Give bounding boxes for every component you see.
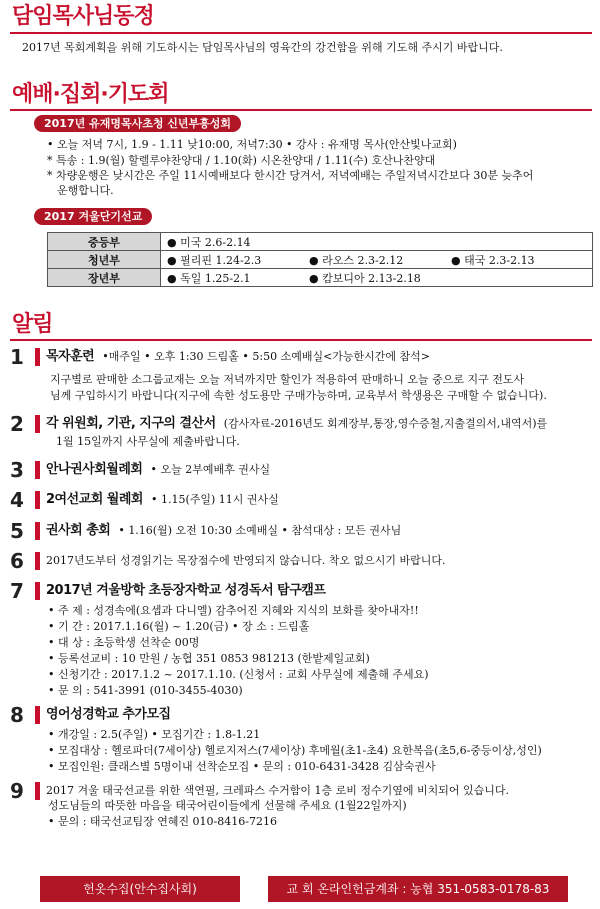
notice-marker (35, 706, 40, 724)
notice-marker (35, 782, 40, 800)
notice-marker (35, 348, 40, 366)
notice-marker (35, 552, 40, 570)
revival-line: * 특송 : 1.9(월) 할렐루야찬양대 / 1.10(화) 시온찬양대 / 1.11(수) 호산나찬양대 (47, 154, 436, 167)
notice-heading: 권사회 총회 • 1.16(월) 오전 10:30 소예배실 • 참석대상 : 모든 권사님 (46, 523, 402, 538)
mission-cell: ● 캄보디아 2.13-2.18 (303, 269, 593, 287)
notice-body: • 기 간 : 2017.1.16(월) ~ 1.20(금) • 장 소 : 드림홀 (48, 620, 310, 633)
notice-marker (35, 491, 40, 509)
table-row (48, 233, 593, 251)
notice-number: 9 (10, 779, 24, 803)
notice-body: 1월 15일까지 사무실에 제출바랍니다. (56, 435, 240, 448)
notice-marker (35, 415, 40, 433)
used-clothes-banner: 헌옷수집(안수집사회) (40, 876, 240, 902)
notice-body: • 모집대상 : 헬로파더(7세이상) 헬로지저스(7세이상) 후메월(초1-초4) 요한복음(초5,6-중등이상,성인) (48, 744, 542, 757)
revival-line: * 차량운행은 낮시간은 주일 11시예배보다 한시간 당겨서, 저녁예배는 주일저녁시간보다 30분 늦추어 (47, 169, 534, 182)
notice-body: 지구별로 판매한 소그룹교재는 오늘 저녁까지만 할인가 적용하여 판매하니 오늘 중으로 지구 전도사 (50, 373, 525, 386)
mission-cell: ● 태국 2.3-2.13 (445, 251, 593, 269)
notice-number: 7 (10, 579, 24, 603)
mission-cell: ● 라오스 2.3-2.12 (303, 251, 445, 269)
notice-body: • 대 상 : 초등학생 선착순 00명 (48, 636, 200, 649)
table-row (48, 251, 593, 269)
notice-body: • 주 제 : 성경속에(요셉과 다니엘) 감추어진 지혜와 지식의 보화를 찾아내자!! (48, 604, 419, 617)
mission-cell: ● 미국 2.6-2.14 (161, 233, 593, 251)
notice-marker (35, 461, 40, 479)
notice-body: • 개강일 : 2.5(주일) • 모집기간 : 1.8-1.21 (48, 728, 261, 741)
notice-marker (35, 522, 40, 540)
notice-number: 5 (10, 519, 24, 543)
notice-heading: 영어성경학교 추가모집 (46, 707, 171, 722)
notice-heading: 안나권사회월례회 • 오늘 2부예배후 권사실 (46, 462, 271, 477)
notice-number: 6 (10, 549, 24, 573)
group-cell: 장년부 (48, 269, 161, 287)
winter-mission-table (47, 232, 593, 287)
notice-heading: 2017년도부터 성경읽기는 목장점수에 반영되지 않습니다. 착오 없으시기 바랍니다. (46, 554, 446, 567)
notice-body: • 문의 : 태국선교팀장 연혜진 010-8416-7216 (48, 815, 277, 828)
notice-body: • 신청기간 : 2017.1.2 ~ 2017.1.10. (신청서 : 교회 사무실에 제출해 주세요) (48, 668, 429, 681)
notice-body: • 모집인원: 클래스별 5명이내 선착순모집 • 문의 : 010-6431-3428 김삼숙권사 (48, 760, 436, 773)
online-offering-banner: 교 회 온라인헌금계좌 : 농협 351-0583-0178-83 (268, 876, 568, 902)
worship-section-title: 예배·집회·기도회 (12, 82, 169, 107)
notice-heading: 각 위원회, 기관, 지구의 결산서 (감사자료-2016년도 회계장부,통장,영수증철,지출결의서,내역서)를 (46, 416, 548, 431)
notice-body: • 문 의 : 541-3991 (010-3455-4030) (48, 684, 243, 697)
notice-number: 3 (10, 458, 24, 482)
notice-number: 4 (10, 488, 24, 512)
mission-cell: ● 독일 1.25-2.1 (161, 269, 304, 287)
notice-heading: 2017년 겨울방학 초등장자학교 성경독서 탐구캠프 (46, 583, 326, 598)
table-row (48, 269, 593, 287)
notice-body: 성도님들의 따뜻한 마음을 태국어린이들에게 선물해 주세요 (1월22일까지) (48, 799, 407, 812)
notice-number: 1 (10, 345, 24, 369)
notice-heading: 목자훈련 •매주일 • 오후 1:30 드림홀 • 5:50 소예배실<가능한시간에 참석> (46, 349, 431, 364)
mission-cell: ● 필리핀 1.24-2.3 (161, 251, 304, 269)
section-divider (10, 339, 592, 341)
notice-number: 2 (10, 412, 24, 436)
pastor-text: 2017년 목회계획을 위해 기도하시는 담임목사님의 영육간의 강건함을 위해 기도해 주시기 바랍니다. (22, 41, 503, 54)
pastor-section-title: 담임목사님동정 (12, 4, 154, 29)
notice-marker (35, 582, 40, 600)
notices-section-title: 알림 (12, 312, 53, 337)
notice-heading: 2여선교회 월례회 • 1.15(주일) 11시 권사실 (46, 492, 279, 507)
winter-mission-label: 2017 겨울단기선교 (34, 208, 152, 225)
revival-label: 2017년 유재명목사초청 신년부흥성회 (34, 115, 241, 132)
revival-line: • 오늘 저녁 7시, 1.9 - 1.11 낮10:00, 저녁7:30 • 강사 : 유재명 목사(안산빛나교회) (47, 138, 457, 151)
notice-heading: 2017 겨울 태국선교를 위한 색연필, 크레파스 수거함이 1층 로비 정수기옆에 비치되어 있습니다. (46, 784, 509, 797)
notice-body: • 등록선교비 : 10 만원 / 농협 351 0853 981213 (한밭제일교회) (48, 652, 370, 665)
group-cell: 중등부 (48, 233, 161, 251)
notice-body: 님께 구입하시기 바랍니다(지구에 속한 성도용만 구매가능하며, 교육부서 학생용은 구매할 수 없습니다). (50, 389, 547, 402)
revival-line: 운행합니다. (57, 184, 114, 197)
section-divider (10, 32, 592, 34)
notice-number: 8 (10, 703, 24, 727)
group-cell: 청년부 (48, 251, 161, 269)
section-divider (10, 109, 592, 111)
